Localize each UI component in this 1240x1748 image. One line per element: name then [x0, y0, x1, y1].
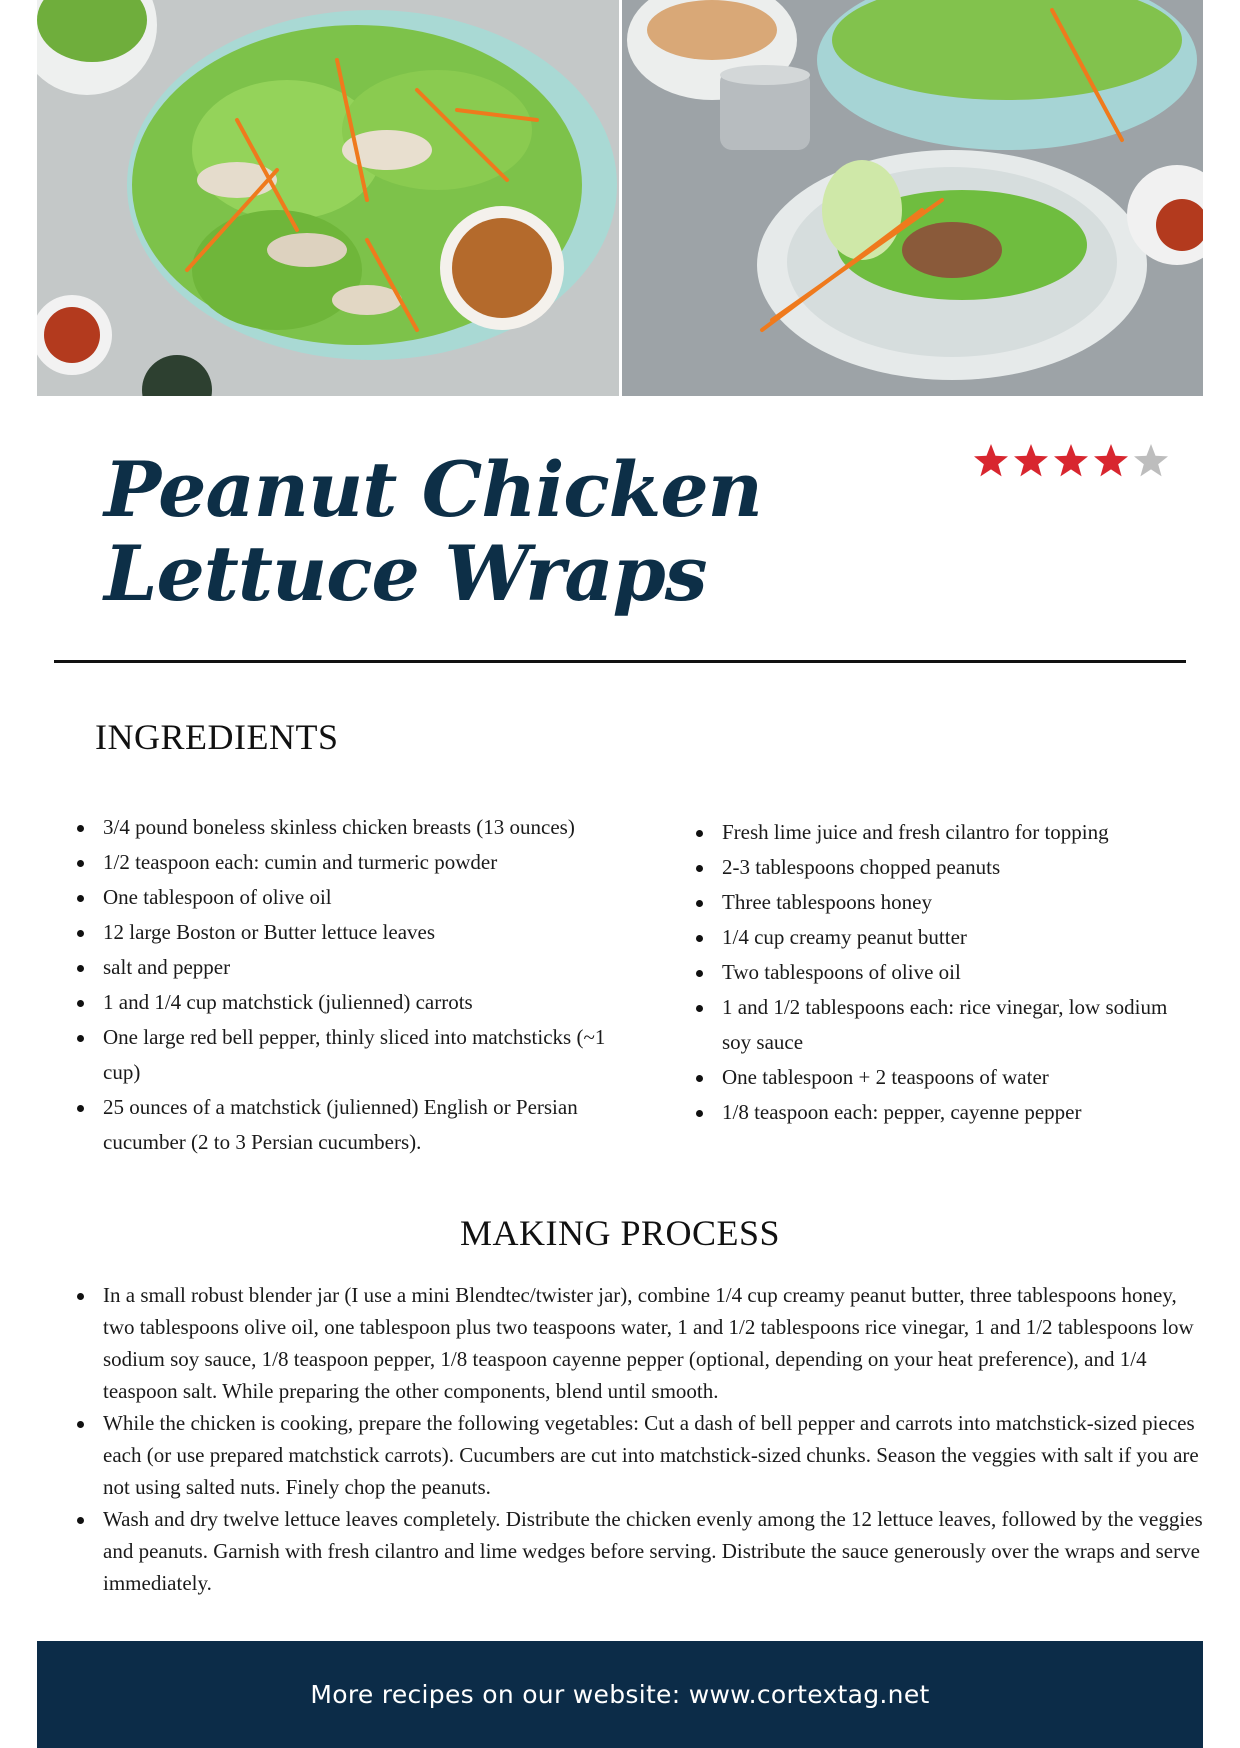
footer-website-text: More recipes on our website: www.cortextag.net — [310, 1680, 930, 1709]
star-filled-icon — [972, 442, 1010, 480]
ingredient-item: 1/2 teaspoon each: cumin and turmeric powder — [75, 845, 635, 880]
process-step: In a small robust blender jar (I use a mini Blendtec/twister jar), combine 1/4 cup creamy peanut butter, three tablespoons honey, two tablespoons olive oil, one tablespoon plus two teaspoons water, 1 and 1/2 tablespoons rice vinegar, 1 and 1/2 tablespoons low sodium soy sauce, 1/8 teaspoon pepper, 1/8 teaspoon cayenne pepper (optional, depending on your heat preference), and 1/4 teaspoon salt. While preparing the other components, blend until smooth. — [75, 1279, 1210, 1407]
ingredient-item: salt and pepper — [75, 950, 635, 985]
ingredient-item: Two tablespoons of olive oil — [694, 955, 1194, 990]
ingredient-item: 2-3 tablespoons chopped peanuts — [694, 850, 1194, 885]
process-step: While the chicken is cooking, prepare the following vegetables: Cut a dash of bell pepper and carrots into matchstick-sized pieces each (or use prepared matchstick carrots). Cucumbers are cut into matchstick-sized chunks. Season the veggies with salt if you are not using salted nuts. Finely chop the peanuts. — [75, 1407, 1210, 1503]
making-process-heading: MAKING PROCESS — [459, 1213, 781, 1253]
ingredient-item: Fresh lime juice and fresh cilantro for topping — [694, 815, 1194, 850]
ingredient-item: 25 ounces of a matchstick (julienned) English or Persian cucumber (2 to 3 Persian cucumbers). — [75, 1090, 635, 1160]
ingredient-item: 1/8 teaspoon each: pepper, cayenne pepper — [694, 1095, 1194, 1130]
lettuce-wraps-platter-photo — [37, 0, 619, 396]
ingredient-item: 1/4 cup creamy peanut butter — [694, 920, 1194, 955]
title-divider — [54, 660, 1186, 663]
star-filled-icon — [1092, 442, 1130, 480]
ingredient-item: One large red bell pepper, thinly sliced into matchsticks (~1 cup) — [75, 1020, 635, 1090]
star-rating — [972, 442, 1170, 490]
ingredients-list-right — [694, 815, 1194, 1130]
star-filled-icon — [1052, 442, 1090, 480]
process-step: Wash and dry twelve lettuce leaves completely. Distribute the chicken evenly among the 12 lettuce leaves, followed by the veggies and peanuts. Garnish with fresh cilantro and lime wedges before serving. Distribute the sauce generously over the wraps and serve immediately. — [75, 1503, 1210, 1599]
ingredients-heading: INGREDIENTS — [95, 717, 339, 757]
star-filled-icon — [1012, 442, 1050, 480]
lettuce-wrap-plate-photo — [622, 0, 1203, 396]
recipe-title: Peanut Chicken Lettuce Wraps — [104, 445, 762, 618]
ingredients-list-left — [75, 810, 635, 1160]
ingredient-item: Three tablespoons honey — [694, 885, 1194, 920]
footer-banner — [37, 1641, 1203, 1748]
process-steps-list — [75, 1279, 1210, 1599]
ingredient-item: 12 large Boston or Butter lettuce leaves — [75, 915, 635, 950]
ingredient-item: 1 and 1/2 tablespoons each: rice vinegar, low sodium soy sauce — [694, 990, 1194, 1060]
ingredient-item: 1 and 1/4 cup matchstick (julienned) carrots — [75, 985, 635, 1020]
ingredient-item: 3/4 pound boneless skinless chicken breasts (13 ounces) — [75, 810, 635, 845]
star-empty-icon — [1132, 442, 1170, 480]
ingredient-item: One tablespoon of olive oil — [75, 880, 635, 915]
ingredient-item: One tablespoon + 2 teaspoons of water — [694, 1060, 1194, 1095]
